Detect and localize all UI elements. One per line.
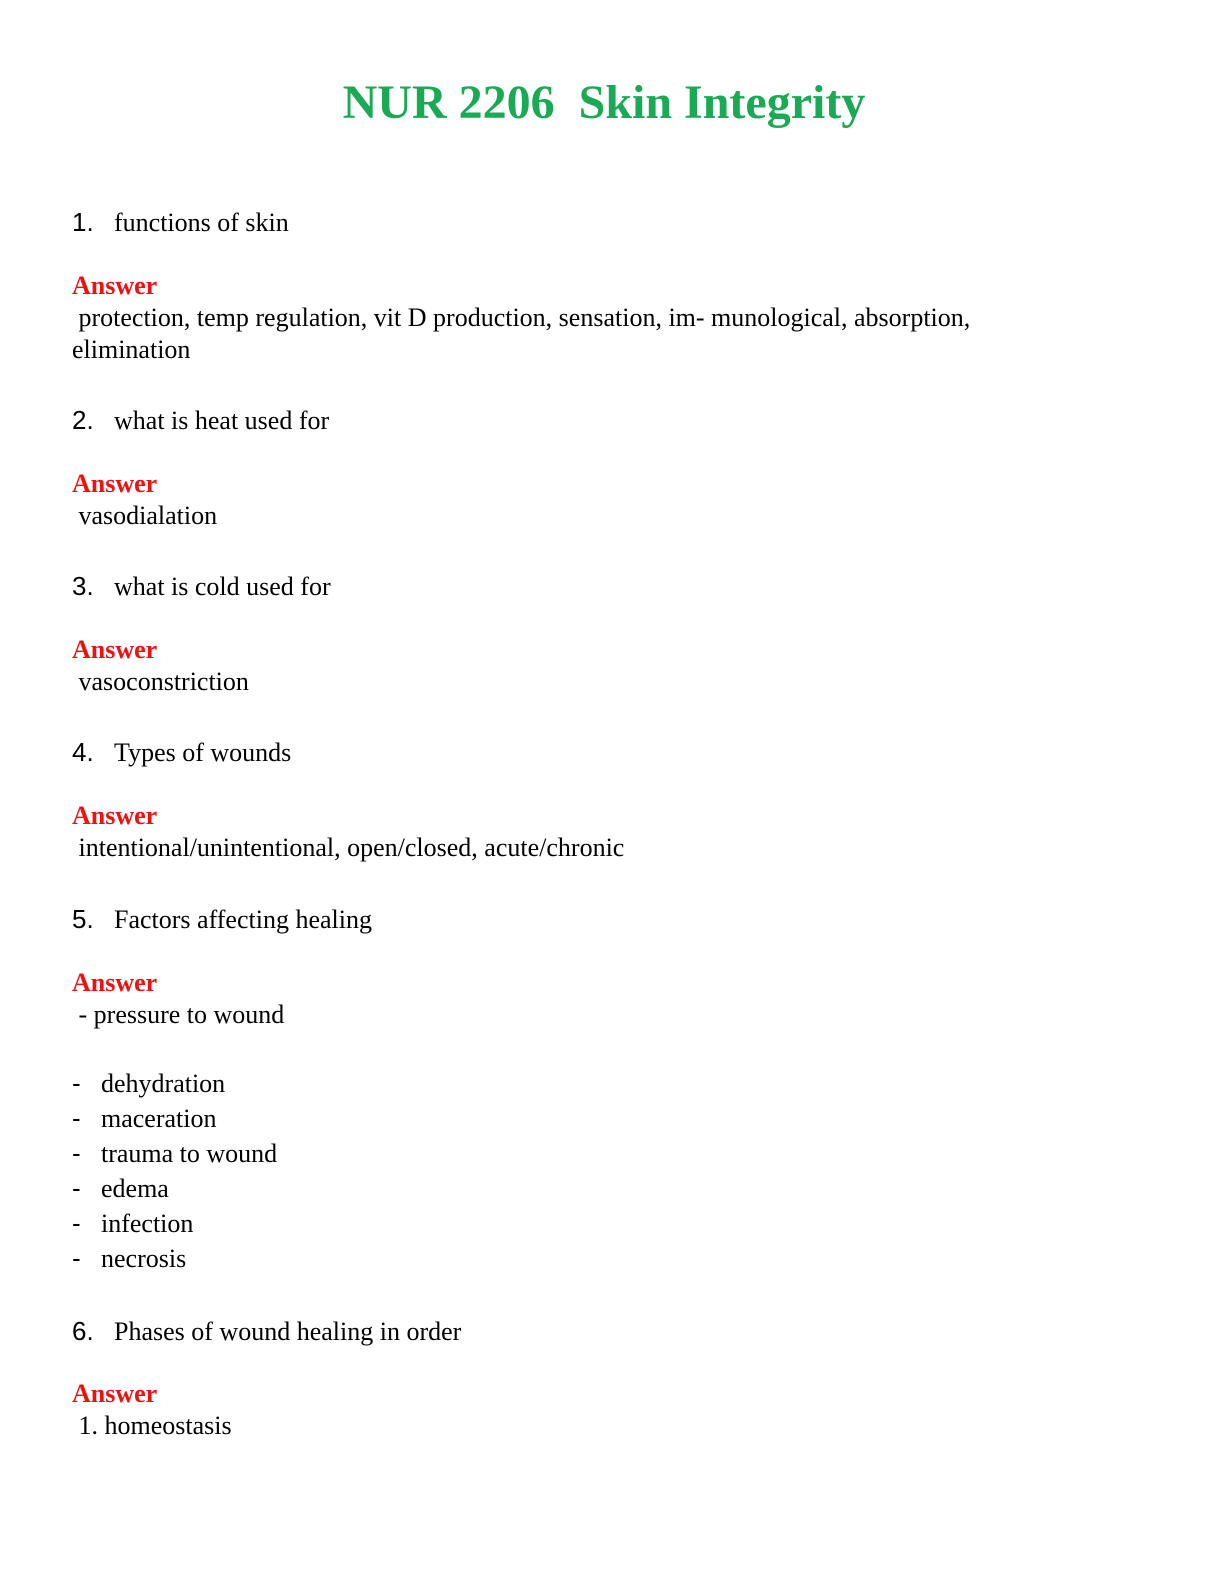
question-number: 6. bbox=[72, 1316, 94, 1346]
answer-label: Answer bbox=[72, 635, 158, 664]
question-text: what is cold used for bbox=[114, 572, 331, 601]
question-4 bbox=[72, 736, 291, 769]
question-number: 3. bbox=[72, 571, 94, 601]
answer-label: Answer bbox=[72, 1379, 158, 1408]
question-2 bbox=[72, 404, 329, 437]
list-item bbox=[72, 1136, 277, 1171]
bullet-marker: - bbox=[72, 1068, 81, 1098]
question-number: 5. bbox=[72, 904, 94, 934]
question-6 bbox=[72, 1315, 461, 1348]
bullet-marker: - bbox=[72, 1138, 81, 1168]
answer-label: Answer bbox=[72, 968, 158, 997]
answer-label: Answer bbox=[72, 271, 158, 300]
answer-text: - pressure to wound bbox=[72, 1000, 285, 1029]
answer-text: intentional/unintentional, open/closed, acute/chronic bbox=[72, 833, 625, 862]
answer-text: 1. homeostasis bbox=[72, 1411, 232, 1440]
question-text: what is heat used for bbox=[114, 406, 330, 435]
question-text: Phases of wound healing in order bbox=[114, 1317, 462, 1346]
question-text: Types of wounds bbox=[114, 738, 292, 767]
list-item-text: maceration bbox=[101, 1104, 217, 1133]
question-number: 1. bbox=[72, 207, 94, 237]
question-text: functions of skin bbox=[114, 208, 289, 237]
answer-text: protection, temp regulation, vit D production, sensation, im- munological, absorption, elimination bbox=[72, 303, 977, 364]
list-item-text: trauma to wound bbox=[101, 1139, 278, 1168]
list-item-text: edema bbox=[101, 1174, 169, 1203]
list-item bbox=[72, 1101, 277, 1136]
question-number: 2. bbox=[72, 405, 94, 435]
factors-list bbox=[72, 1066, 277, 1276]
bullet-marker: - bbox=[72, 1208, 81, 1238]
list-item bbox=[72, 1171, 277, 1206]
question-3 bbox=[72, 570, 331, 603]
bullet-marker: - bbox=[72, 1243, 81, 1273]
list-item-text: infection bbox=[101, 1209, 194, 1238]
answer-label: Answer bbox=[72, 469, 158, 498]
bullet-marker: - bbox=[72, 1173, 81, 1203]
question-text: Factors affecting healing bbox=[114, 905, 372, 934]
question-number: 4. bbox=[72, 737, 94, 767]
list-item bbox=[72, 1206, 277, 1241]
answer-text: vasodialation bbox=[72, 501, 218, 530]
bullet-marker: - bbox=[72, 1103, 81, 1133]
question-5 bbox=[72, 903, 372, 936]
list-item bbox=[72, 1066, 277, 1101]
list-item-text: necrosis bbox=[101, 1244, 187, 1273]
answer-text: vasoconstriction bbox=[72, 667, 249, 696]
list-item-text: dehydration bbox=[101, 1069, 226, 1098]
list-item bbox=[72, 1241, 277, 1276]
document-title: NUR 2206 Skin Integrity bbox=[342, 76, 866, 129]
answer-label: Answer bbox=[72, 801, 158, 830]
question-1 bbox=[72, 206, 289, 239]
